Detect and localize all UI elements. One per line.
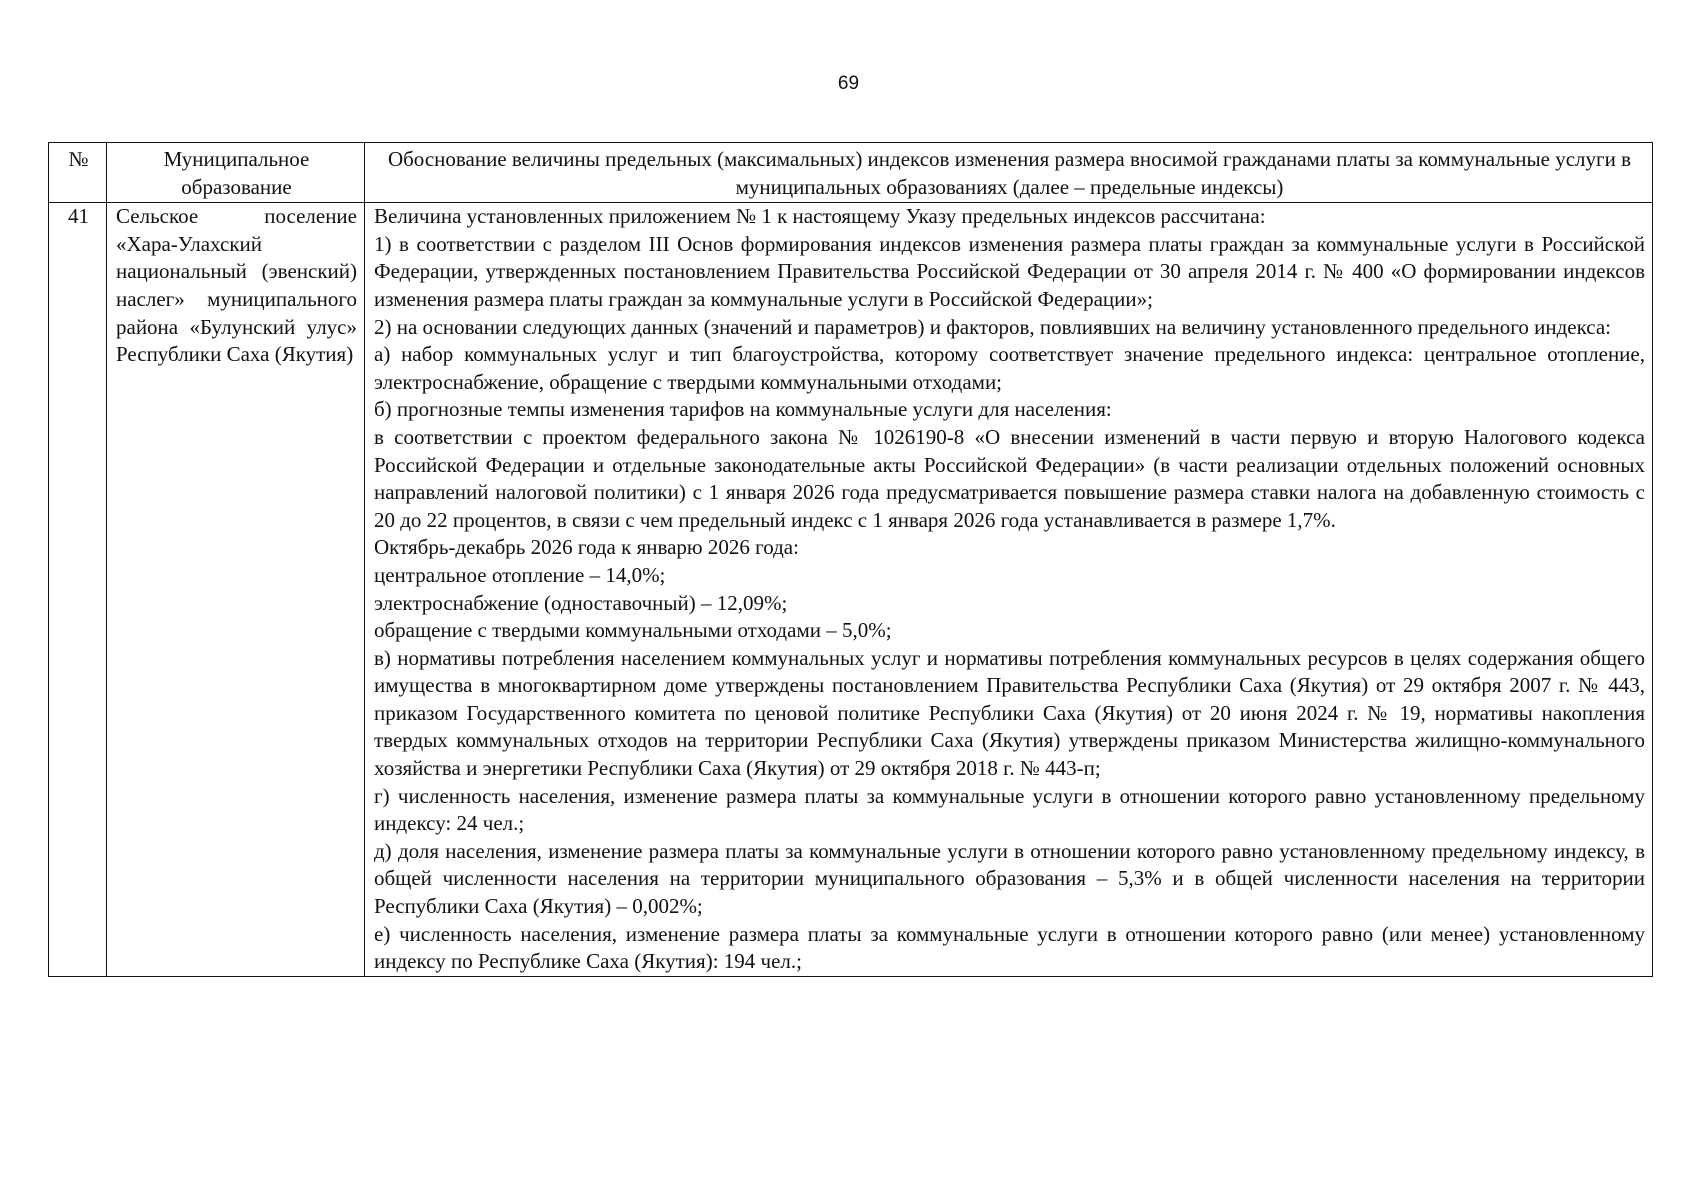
justification-text [365,203,1653,977]
paragraph: г) численность населения, изменение размера платы за коммунальные услуги в отношении которого равно установленному предельному индексу: 24 чел.; [374,783,1645,836]
paragraph: обращение с твердыми коммунальными отходами – 5,0%; [374,618,892,643]
paragraph: в соответствии с проектом федерального закона № 1026190-8 «О внесении изменений в части первую и вторую Налогового кодекса Российской Федерации и отдельные законодательные акты Российской Федерации» (в части реализации отдельных положений основных направлений налоговой политики) с 1 января 2026 года предусматривается повышение размера ставки налога на добавленную стоимость с 20 до 22 процентов, в связи с чем предельный индекс с 1 января 2026 года устанавливается в размере 1,7%. [374,424,1645,532]
paragraph: д) доля населения, изменение размера платы за коммунальные услуги в отношении которого равно установленному предельному индексу, в общей численности населения на территории муниципального образования – 5,3% и в общей численности населения на территории Республики Саха (Якутия) – 0,002%; [374,838,1645,919]
paragraph: а) набор коммунальных услуг и тип благоустройства, которому соответствует значение предельного индекса: центральное отопление, электроснабжение, обращение с твердыми коммунальными отходами; [374,342,1645,394]
paragraph: электроснабжение (одноставочный) – 12,09%; [374,590,788,615]
paragraph: Октябрь-декабрь 2026 года к январю 2026 года: [374,535,799,560]
table-row [49,203,1653,977]
paragraph: 1) в соответствии с разделом III Основ формирования индексов изменения размера платы граждан за коммунальные услуги в Российской Федерации, утвержденных постановлением Правительства Российской Федерации от 30 апреля 2014 г. № 400 «О формировании индексов изменения размера платы граждан за коммунальные услуги в Российской Федерации»; [374,231,1645,311]
page-number: 69 [837,73,860,94]
table-header-row [49,143,1653,203]
header-number: № [49,143,107,203]
paragraph: б) прогнозные темпы изменения тарифов на коммунальные услуги для населения: [374,397,1112,422]
paragraph: е) численность населения, изменение размера платы за коммунальные услуги в отношении которого равно (или менее) установленному индексу по Республике Саха (Якутия): 194 чел.; [374,921,1645,974]
paragraph: центральное отопление – 14,0%; [374,562,666,587]
municipality-name: Сельское поселение «Хара-Улахский национальный (эвенский) наслег» муниципального района «Булунский улус» Республики Саха (Якутия) [107,203,365,977]
paragraph: в) нормативы потребления населением коммунальных услуг и нормативы потребления коммунальных ресурсов в целях содержания общего имущества в многоквартирном доме утверждены постановлением Правительства Республики Саха (Якутия) от 29 октября 2007 г. № 443, приказом Государственного комитета по ценовой политике Республики Саха (Якутия) от 20 июня 2024 г. № 19, нормативы накопления твердых коммунальных отходов на территории Республики Саха (Якутия) утверждены приказом Министерства жилищно-коммунального хозяйства и энергетики Республики Саха (Якутия) от 29 октября 2018 г. № 443-п; [374,645,1645,781]
header-justification: Обоснование величины предельных (максимальных) индексов изменения размера вносимой гражданами платы за коммунальные услуги в муниципальных образованиях (далее – предельные индексы) [365,143,1653,203]
row-number: 41 [49,203,107,977]
header-municipality: Муниципальное образование [107,143,365,203]
paragraph: 2) на основании следующих данных (значений и параметров) и факторов, повлиявших на величину установленного предельного индекса: [374,314,1612,339]
paragraph: Величина установленных приложением № 1 к настоящему Указу предельных индексов рассчитана: [374,204,1266,229]
index-justification-table [48,142,1653,977]
